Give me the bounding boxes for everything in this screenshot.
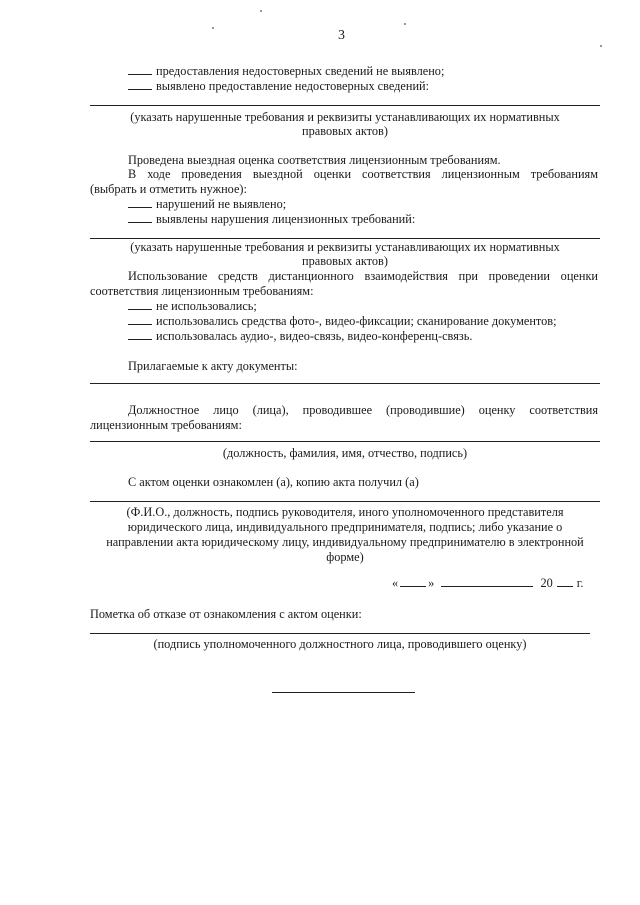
paragraph: Должностное лицо (лица), проводившее (проводившие) оценку соответствия <box>128 403 598 417</box>
checkbox-blank <box>128 329 152 340</box>
fill-line <box>90 383 600 384</box>
close-quote: » <box>428 576 435 590</box>
paragraph: лицензионным требованиям: <box>90 418 242 432</box>
checkbox-blank <box>128 197 152 208</box>
paragraph: С актом оценки ознакомлен (а), копию акта получил (а) <box>128 475 419 489</box>
option-label: выявлено предоставление недостоверных сведений: <box>156 79 430 93</box>
option-not-used <box>128 299 257 314</box>
caption-line: (должность, фамилия, имя, отчество, подпись) <box>222 446 468 460</box>
paragraph: Использование средств дистанционного взаимодействия при проведении оценки <box>128 269 598 283</box>
caption-line: юридического лица, индивидуального предпринимателя, подпись; либо указание о <box>127 520 563 534</box>
caption-line: правовых актов) <box>302 124 388 138</box>
option-label: нарушений не выявлено; <box>156 197 287 211</box>
fill-line <box>90 105 600 106</box>
fill-line <box>90 501 600 502</box>
closing-separator <box>272 692 415 693</box>
fill-line <box>90 441 600 442</box>
option-label: использовались средства фото-, видео-фиксации; сканирование документов; <box>156 314 557 328</box>
option-label: не использовались; <box>156 299 257 313</box>
year-blank <box>557 576 573 587</box>
checkbox-blank <box>128 314 152 325</box>
caption-line: форме) <box>326 550 364 564</box>
option-photo-video <box>128 314 557 329</box>
option-label: выявлены нарушения лицензионных требований: <box>156 212 416 226</box>
caption-line: правовых актов) <box>302 254 388 268</box>
paragraph: В ходе проведения выездной оценки соответствия лицензионным требованиям <box>128 167 598 181</box>
paragraph: соответствия лицензионным требованиям: <box>90 284 314 298</box>
caption-line: (подпись уполномоченного должностного лица, проводившего оценку) <box>153 637 527 651</box>
scan-speck <box>600 45 602 47</box>
option-label: использовалась аудио-, видео-связь, видео-конференц-связь. <box>156 329 473 343</box>
caption-line: направлении акта юридическому лицу, индивидуальному предпринимателю в электронной <box>106 535 584 549</box>
paragraph: (выбрать и отметить нужное): <box>90 182 247 196</box>
page-number: 3 <box>338 28 345 43</box>
checkbox-blank <box>128 299 152 310</box>
option-audio-video <box>128 329 472 344</box>
open-quote: « <box>392 576 399 590</box>
option-violations <box>128 212 415 227</box>
option-not-found <box>128 64 444 79</box>
fill-line <box>90 633 590 634</box>
option-found <box>128 79 429 94</box>
caption-line: (указать нарушенные требования и реквизиты устанавливающих их нормативных <box>130 110 560 124</box>
checkbox-blank <box>128 212 152 223</box>
scan-speck <box>260 10 262 12</box>
attachments-label: Прилагаемые к акту документы: <box>128 359 298 373</box>
option-no-violations <box>128 197 286 212</box>
caption-line: (указать нарушенные требования и реквизиты устанавливающих их нормативных <box>130 240 560 254</box>
checkbox-blank <box>128 79 152 90</box>
paragraph: Пометка об отказе от ознакомления с актом оценки: <box>90 607 362 621</box>
date-line <box>392 576 584 591</box>
month-blank <box>441 576 533 587</box>
option-label: предоставления недостоверных сведений не выявлено; <box>156 64 445 78</box>
paragraph: Проведена выездная оценка соответствия лицензионным требованиям. <box>128 153 501 167</box>
scan-speck <box>404 23 406 25</box>
year-suffix: г. <box>576 576 584 590</box>
scan-speck <box>212 27 214 29</box>
fill-line <box>90 238 600 239</box>
year-prefix: 20 <box>540 576 553 590</box>
caption-line: (Ф.И.О., должность, подпись руководителя, иного уполномоченного представителя <box>126 505 564 519</box>
checkbox-blank <box>128 64 152 75</box>
day-blank <box>400 576 426 587</box>
